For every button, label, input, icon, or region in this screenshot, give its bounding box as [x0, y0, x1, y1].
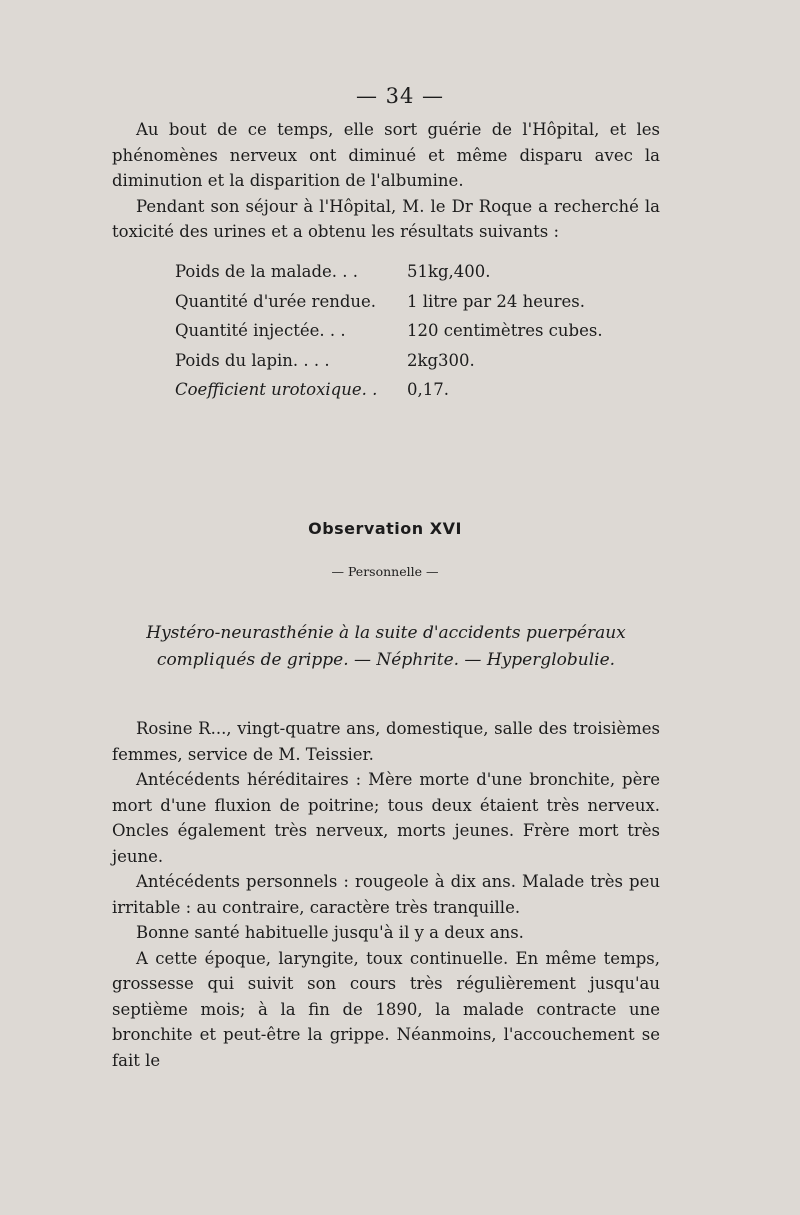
- results-value: 0,17.: [407, 380, 449, 399]
- results-table: [175, 257, 603, 405]
- results-label: Poids de la malade. . .: [175, 262, 358, 281]
- results-label: Quantité injectée. . .: [175, 321, 346, 340]
- results-label: Coefficient urotoxique. .: [175, 380, 378, 399]
- observation-subheading: — Personnelle —: [331, 564, 439, 579]
- observation-paragraph: Antécédents héréditaires : Mère morte d'une bronchite, père mort d'une fluxion de poitrine; tous deux étaient très nerveux. Oncles également très nerveux, morts jeunes. Frère mort très jeune.: [112, 770, 660, 866]
- results-row: [175, 346, 603, 376]
- intro-paragraph: Pendant son séjour à l'Hôpital, M. le Dr Roque a recherché la toxicité des urines et a obtenu les résultats suivants :: [112, 196, 660, 241]
- observation-title: [112, 620, 660, 674]
- observation-title-line: compliqués de grippe. — Néphrite. — Hyperglobulie.: [156, 650, 616, 670]
- page-number: — 34 —: [355, 84, 445, 108]
- observation-heading: Observation XVI: [308, 519, 462, 538]
- results-label: Quantité d'urée rendue.: [175, 291, 377, 311]
- observation-paragraph: Bonne santé habituelle jusqu'à il y a deux ans.: [136, 923, 524, 942]
- results-row: [175, 287, 603, 317]
- observation-title-line: Hystéro-neurasthénie à la suite d'accidents puerpéraux: [146, 623, 626, 643]
- results-value: 120 centimètres cubes.: [407, 321, 603, 340]
- results-value: 51kg,400.: [407, 262, 491, 281]
- results-value: 1 litre par 24 heures.: [407, 291, 585, 311]
- intro-text: [112, 117, 660, 245]
- results-value: 2kg300.: [407, 350, 475, 370]
- results-label: Poids du lapin. . . .: [175, 350, 330, 370]
- observation-paragraph: A cette époque, laryngite, toux continuelle. En même temps, grossesse qui suivit son cours très régulièrement jusqu'au septième mois; à la fin de 1890, la malade contracte une bronchite et peut-être la grippe. Néanmoins, l'accouchement se fait le: [112, 948, 660, 1070]
- observation-paragraph: Antécédents personnels : rougeole à dix ans. Malade très peu irritable : au contraire, caractère très tranquille.: [112, 872, 660, 917]
- results-row: [175, 316, 603, 346]
- observation-text: [112, 716, 660, 1073]
- intro-paragraph: Au bout de ce temps, elle sort guérie de l'Hôpital, et les phénomènes nerveux ont diminué et même disparu avec la diminution et la disparition de l'albumine.: [112, 120, 660, 190]
- results-row: [175, 375, 603, 405]
- observation-paragraph: Rosine R..., vingt-quatre ans, domestique, salle des troisièmes femmes, service de M. Teissier.: [112, 719, 660, 764]
- results-row: [175, 257, 603, 287]
